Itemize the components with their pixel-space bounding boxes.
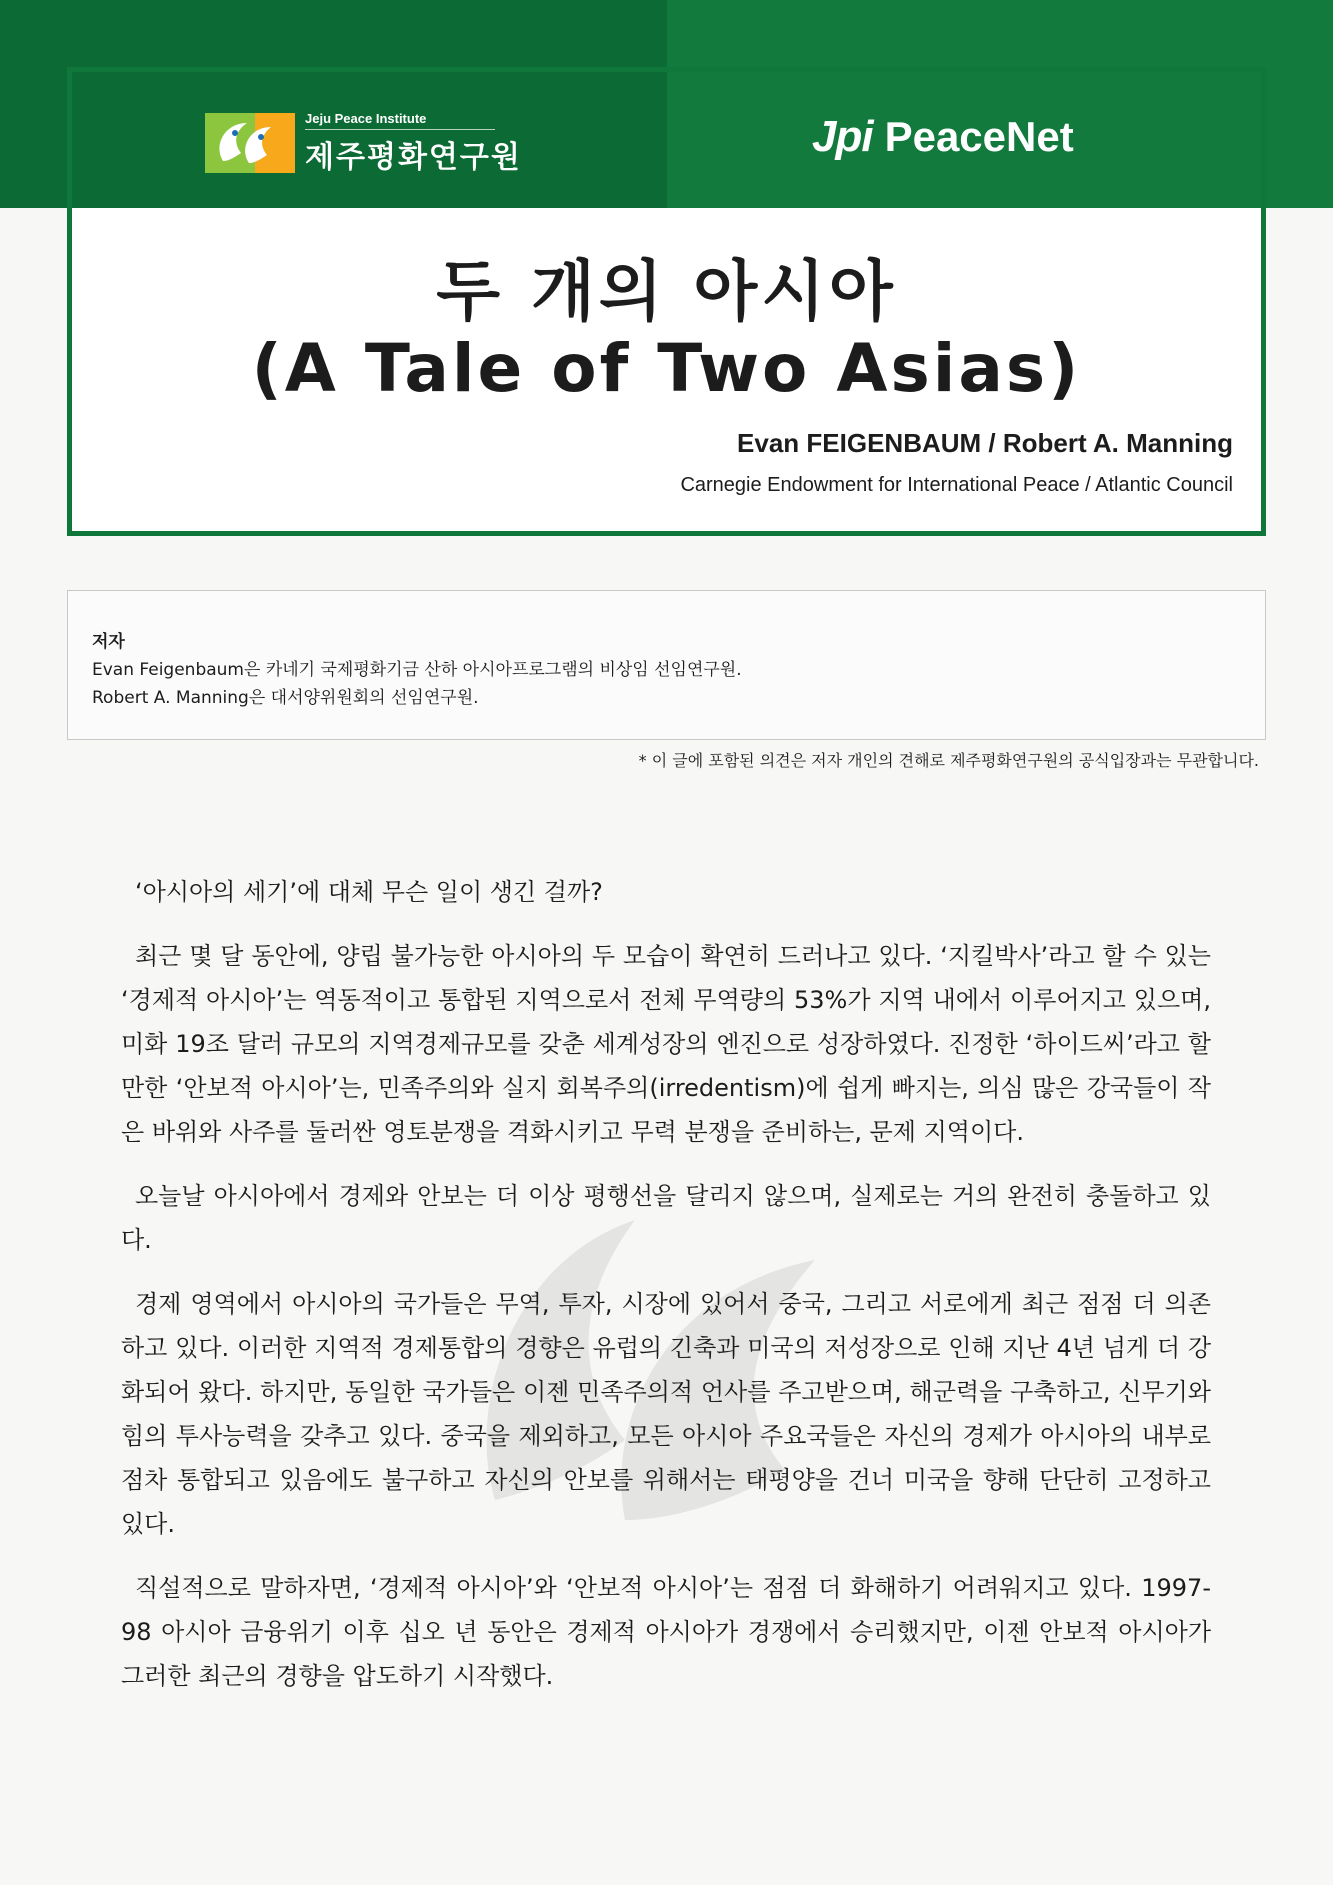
jeju-peace-institute-logo (205, 108, 522, 178)
paragraph: ‘아시아의 세기’에 대체 무슨 일이 생긴 걸까? (135, 878, 603, 906)
title-korean: 두 개의 아시아 (436, 253, 897, 330)
paragraph: 최근 몇 달 동안에, 양립 불가능한 아시아의 두 모습이 확연히 드러나고 있다. ‘지킬박사’라고 할 수 있는 ‘경제적 아시아’는 역동적이고 통합된 지역으로서 전체 무역량의 53%가 지역 내에서 이루어지고 있으며, 미화 19조 달러 규모의 지역경제규모를 갖춘 세계성장의 엔진으로 성장하였다. 진정한 ‘하이드씨’라고 할 만한 ‘안보적 아시아’는, 민족주의와 실지 회복주의(irredentism)에 쉽게 빠지는, 의심 많은 강국들이 작은 바위와 사주를 둘러싼 영토분쟁을 격화시키고 무력 분쟁을 준비하는, 문제 지역이다. (121, 942, 1211, 1146)
peacenet-logo (812, 112, 1074, 162)
paragraph: 경제 영역에서 아시아의 국가들은 무역, 투자, 시장에 있어서 중국, 그리고 서로에게 최근 점점 더 의존하고 있다. 이러한 지역적 경제통합의 경향은 유럽의 긴축과 미국의 저성장으로 인해 지난 4년 넘게 더 강화되어 왔다. 하지만, 동일한 국가들은 이젠 민족주의적 언사를 주고받으며, 해군력을 구축하고, 신무기와 힘의 투사능력을 갖추고 있다. 중국을 제외하고, 모든 아시아 주요국들은 자신의 경제가 아시아의 내부로 점차 통합되고 있음에도 불구하고 자신의 안보를 위해서는 태평양을 건너 미국을 향해 단단히 고정하고 있다. (121, 1290, 1211, 1538)
article-body (121, 870, 1211, 1718)
disclaimer: * 이 글에 포함된 의견은 저자 개인의 견해로 제주평화연구원의 공식입장과는 무관합니다. (638, 751, 1259, 770)
title-english: (A Tale of Two Asias) (251, 330, 1082, 407)
dove-logo-icon (205, 113, 295, 173)
affiliation: Carnegie Endowment for International Peace / Atlantic Council (680, 474, 1233, 496)
institute-name-ko: 제주평화연구원 (305, 139, 522, 175)
jpi-mark: Jpi (812, 112, 873, 161)
institute-name-en: Jeju Peace Institute (305, 111, 495, 130)
author-bio-feigenbaum: Evan Feigenbaum은 카네기 국제평화기금 산하 아시아프로그램의 비상임 선임연구원. (92, 660, 742, 680)
author-bio-manning: Robert A. Manning은 대서양위원회의 선임연구원. (92, 688, 479, 708)
author-box-label: 저자 (92, 632, 125, 652)
paragraph: 직설적으로 말하자면, ‘경제적 아시아’와 ‘안보적 아시아’는 점점 더 화해하기 어려워지고 있다. 1997-98 아시아 금융위기 이후 십오 년 동안은 경제적 아시아가 경쟁에서 승리했지만, 이젠 안보적 아시아가 그러한 최근의 경향을 압도하기 시작했다. (121, 1574, 1211, 1690)
authors: Evan FEIGENBAUM / Robert A. Manning (737, 428, 1233, 458)
author-info-box (67, 590, 1266, 740)
paragraph: 오늘날 아시아에서 경제와 안보는 더 이상 평행선을 달리지 않으며, 실제로는 거의 완전히 충돌하고 있다. (121, 1182, 1211, 1254)
peacenet-wordmark: PeaceNet (884, 113, 1074, 160)
